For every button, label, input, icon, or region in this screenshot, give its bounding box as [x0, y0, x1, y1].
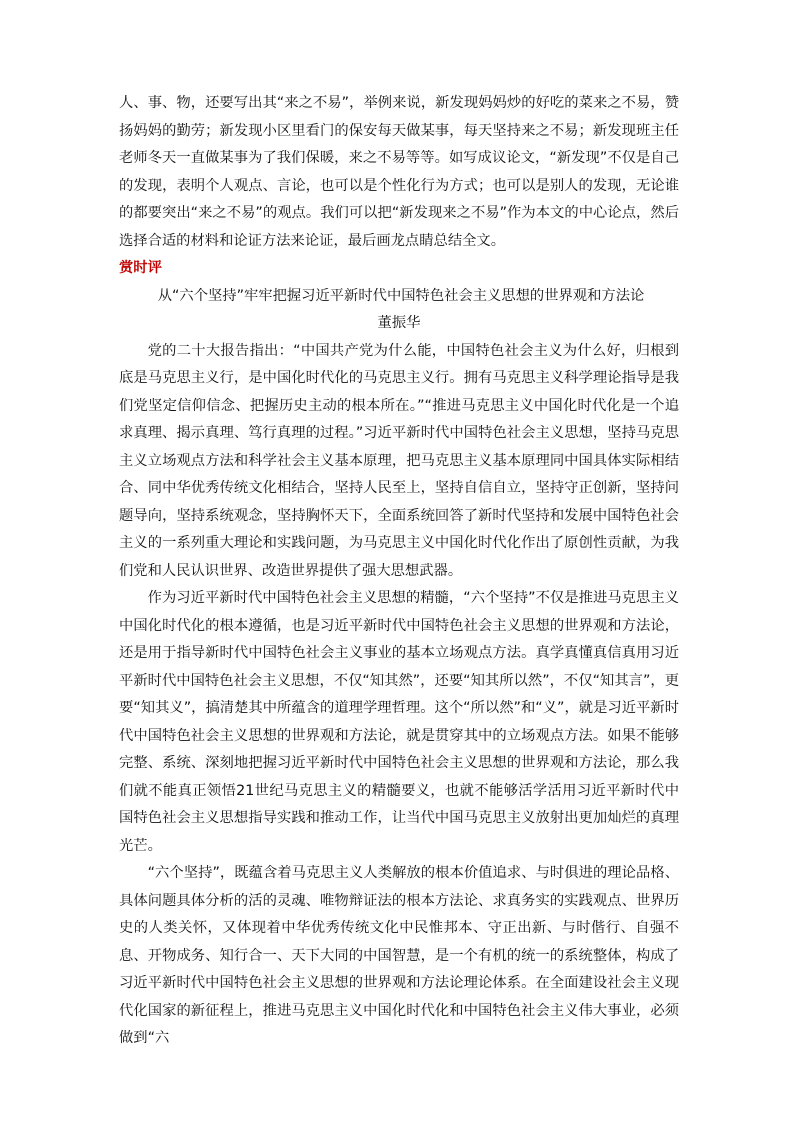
- article-title: 从“六个坚持”牢牢把握习近平新时代中国特色社会主义思想的世界观和方法论: [157, 287, 645, 304]
- intro-paragraph: 人、事、物，还要写出其“来之不易”，举例来说，新发现妈妈炒的好吃的菜来之不易，赞扬妈妈的勤劳；新发现小区里看门的保安每天做某事，每天坚持来之不易；新发现班主任老师冬天一直做某事为了我们保暖，来之不易等等。如写成议论文，“新发现”不仅是自己的发现，表明个人观点、言论，也可以是个性化行为方式；也可以是别人的发现，无论谁的都要突出“来之不易”的观点。我们可以把“新发现来之不易”作为本文的中心论点，然后选择合适的材料和论证方法来论证，最后画龙点睛总结全文。: [119, 95, 679, 249]
- article-author: 董振华: [377, 315, 421, 331]
- section-heading: 赏时评: [119, 260, 162, 276]
- page-content: [119, 90, 679, 1053]
- article-paragraph: 党的二十大报告指出：“中国共产党为什么能，中国特色社会主义为什么好，归根到底是马克思主义行，是中国化时代化的马克思主义行。拥有马克思主义科学理论指导是我们党坚定信仰信念、把握历史主动的根本所在。”“推进马克思主义中国化时代化是一个追求真理、揭示真理、笃行真理的过程。”习近平新时代中国特色社会主义思想，坚持马克思主义立场观点方法和科学社会主义基本原理，把马克思主义基本原理同中国具体实际相结合、同中华优秀传统文化相结合，坚持人民至上，坚持自信自立，坚持守正创新，坚持问题导向，坚持系统观念，坚持胸怀天下，全面系统回答了新时代坚持和发展中国特色社会主义的一系列重大理论和实践问题，为马克思主义中国化时代化作出了原创性贡献，为我们党和人民认识世界、改造世界提供了强大思想武器。: [119, 342, 679, 579]
- article-paragraph: 作为习近平新时代中国特色社会主义思想的精髓，“六个坚持”不仅是推进马克思主义中国化时代化的根本遵循，也是习近平新时代中国特色社会主义思想的世界观和方法论，还是用于指导新时代中国特色社会主义事业的基本立场观点方法。真学真懂真信真用习近平新时代中国特色社会主义思想，不仅“知其然”，还要“知其所以然”，不仅“知其言”，更要“知其义”，搞清楚其中所蕴含的道理学理哲理。这个“所以然”和“义”，就是习近平新时代中国特色社会主义思想的世界观和方法论，就是贯穿其中的立场观点方法。如果不能够完整、系统、深刻地把握习近平新时代中国特色社会主义思想的世界观和方法论，那么我们就不能真正领悟21世纪马克思主义的精髓要义，也就不能够活学活用习近平新时代中国特色社会主义思想指导实践和推动工作，让当代中国马克思主义放射出更加灿烂的真理光芒。: [119, 590, 679, 854]
- article-paragraph: “六个坚持”，既蕴含着马克思主义人类解放的根本价值追求、与时俱进的理论品格、具体问题具体分析的活的灵魂、唯物辩证法的根本方法论、求真务实的实践观点、世界历史的人类关怀，又体现着中华优秀传统文化中民惟邦本、守正出新、与时偕行、自强不息、开物成务、知行合一、天下大同的中国智慧，是一个有机的统一的系统整体，构成了习近平新时代中国特色社会主义思想的世界观和方法论理论体系。在全面建设社会主义现代化国家的新征程上，推进马克思主义中国化时代化和中国特色社会主义伟大事业，必须做到“六: [119, 865, 679, 1046]
